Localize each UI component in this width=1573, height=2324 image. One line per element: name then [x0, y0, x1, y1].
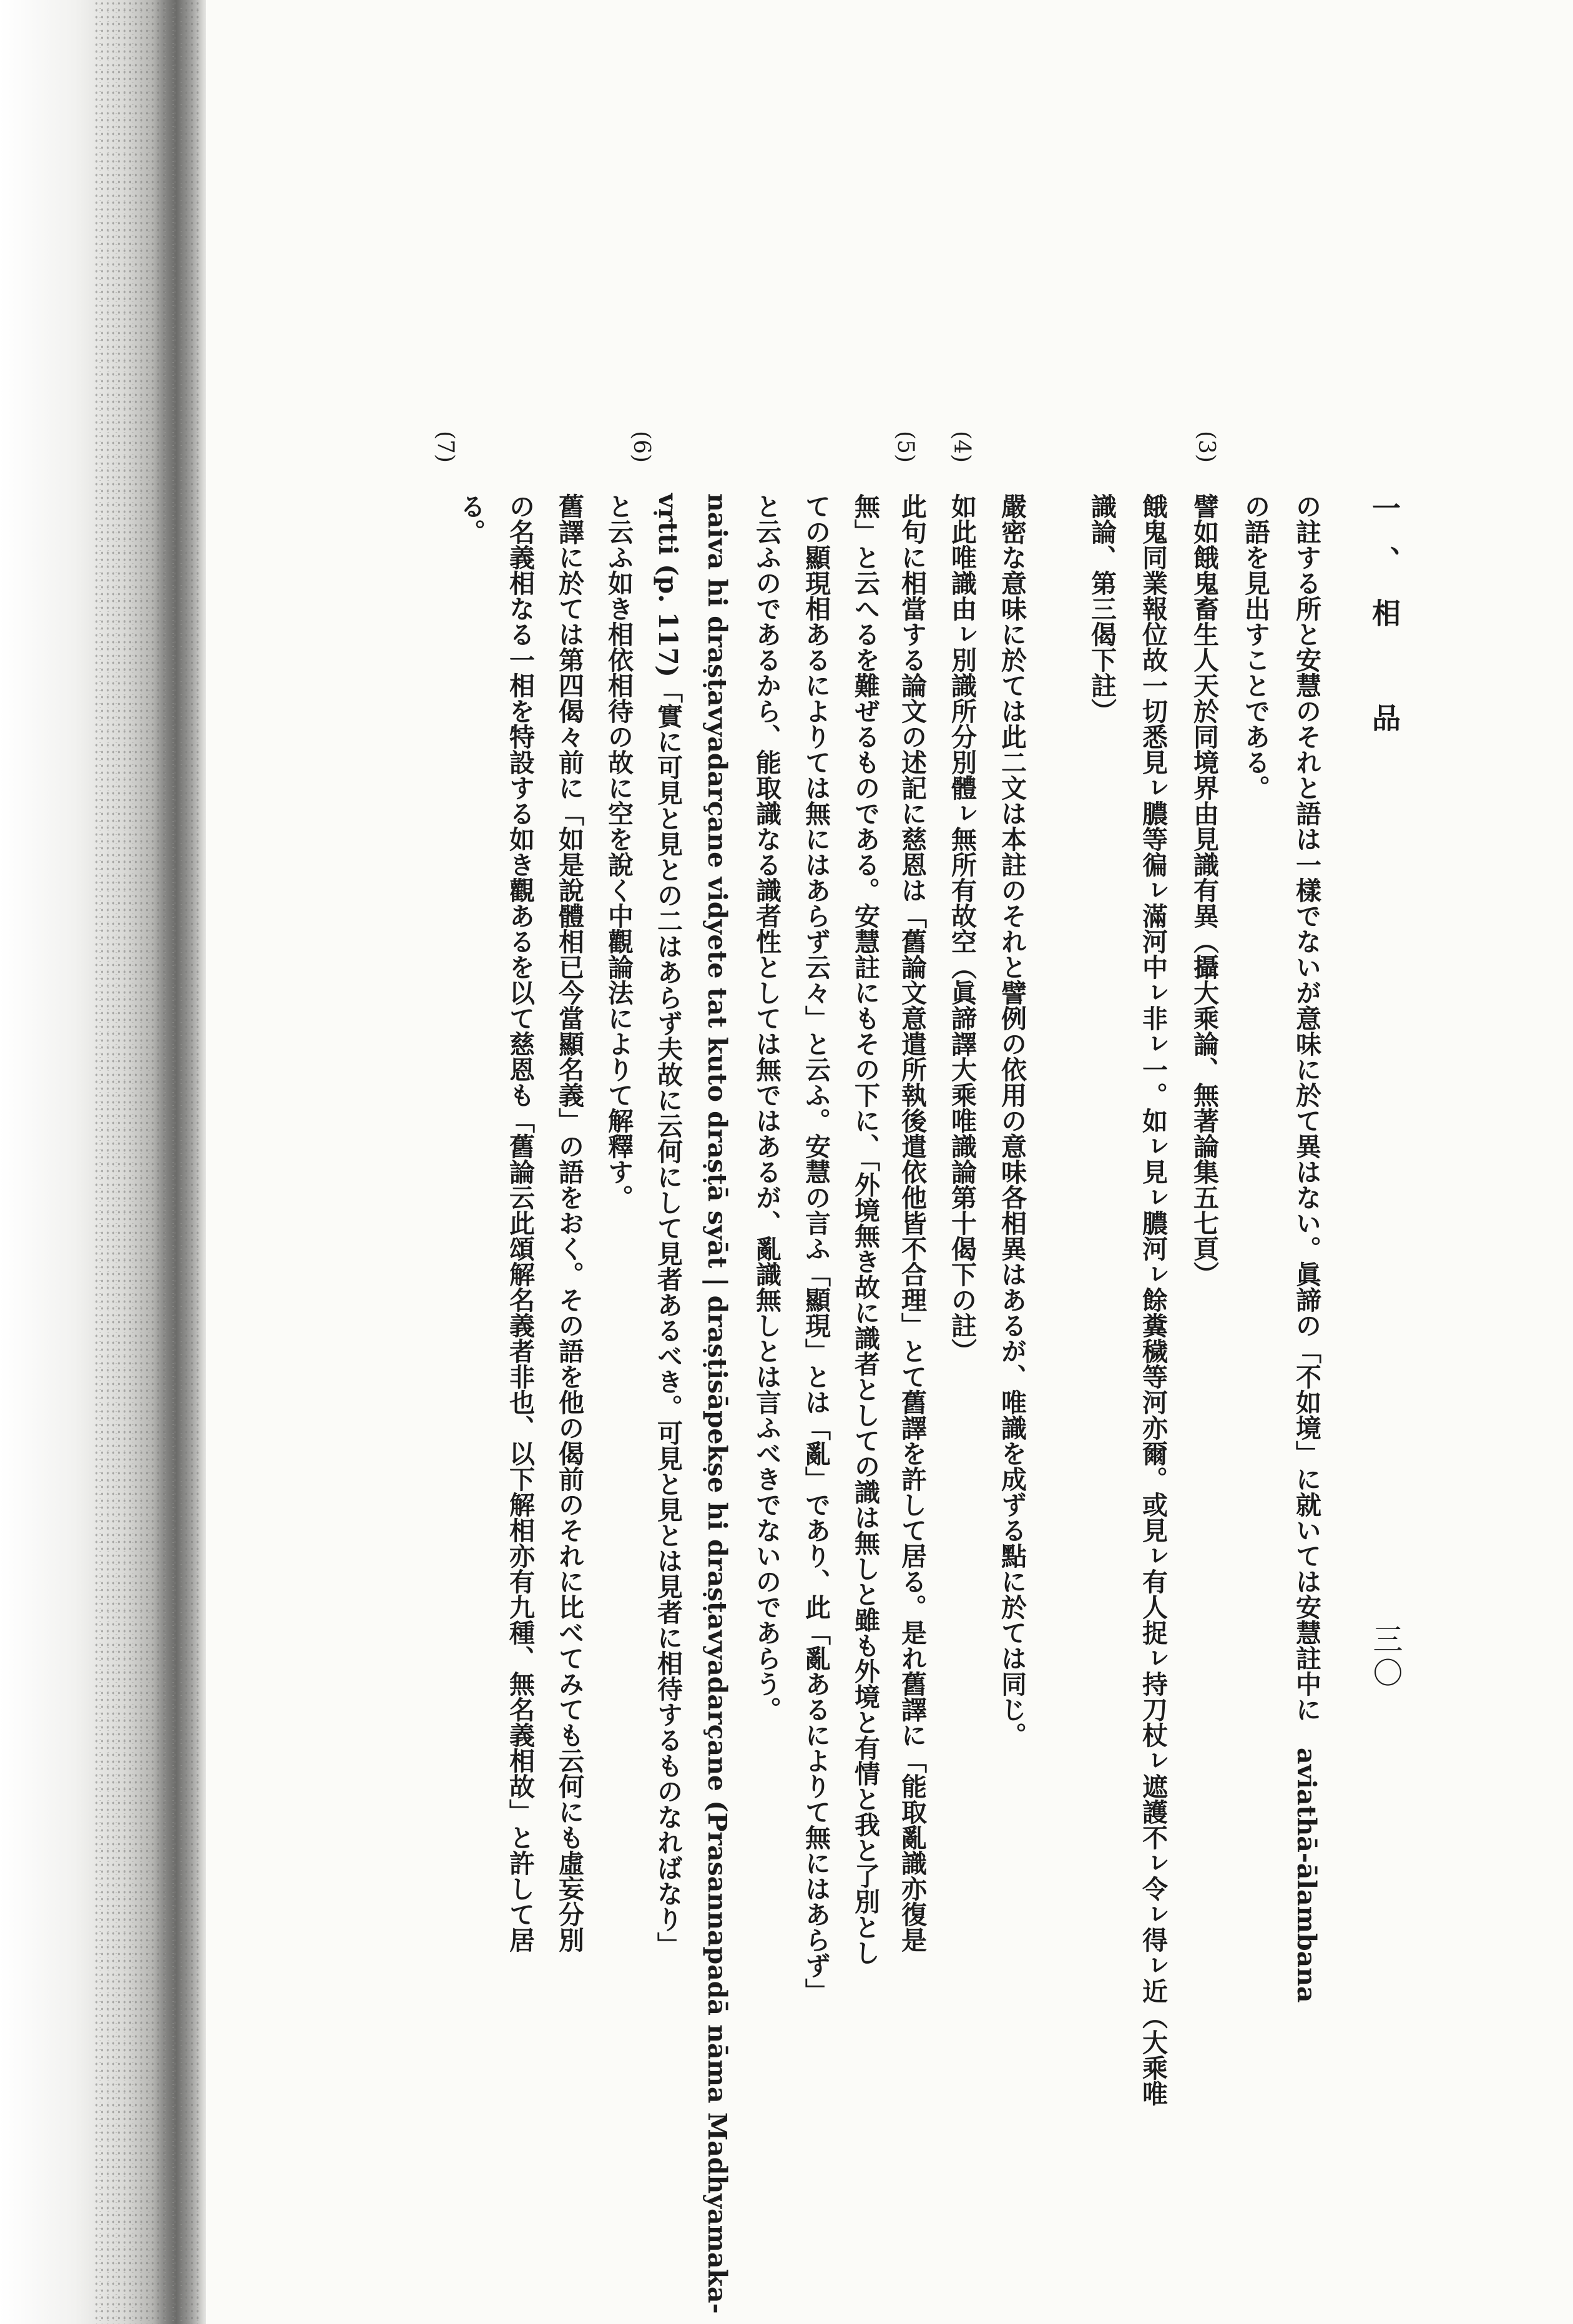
text-line: 嚴密な意味に於ては此二文は本註のそれと譬例の依用の意味各相異はあるが、唯識を成ずる點に於ては同じ。 — [997, 493, 1027, 1748]
note-marker-4: (4) — [949, 431, 974, 463]
note-marker-3: (3) — [1193, 431, 1219, 463]
text-line: 無」と云へるを難ぜるものである。安慧註にもその下に、「外境無き故に識者としての識は無しと雖も外境と有情と我と了別とし — [850, 493, 880, 1966]
text-line: の註する所と安慧のそれと語は一樣でないが意味に於て異はない。眞諦の「不如境」に就いては安慧註中に aviathā-ālambana — [1291, 493, 1321, 2003]
text-line: 此句に相當する論文の述記に慈恩は「舊論文意遣所執後遣依他皆不合理」とて舊譯を許して居る。是れ舊譯に「能取亂識亦復是 — [897, 493, 927, 1952]
text-line: 譬如餓鬼畜生人天於同境界由見識有異（攝大乘論、無著論集五七頁） — [1189, 493, 1219, 1287]
page-number: 三〇 — [1368, 1623, 1403, 1691]
text-line: の語を見出すことである。 — [1240, 493, 1270, 800]
text-line: の名義相なる一相を特設する如き觀あるを以て慈恩も「舊論云此頌解名義者非也、以下解相亦有九種、無名義相故」と許して居 — [505, 493, 535, 1952]
text-line: ての顯現相あるによりては無にはあらず云々」と云ふ。安慧の言ふ「顯現」とは「亂」であり、此「亂あるによりて無にはあらず」 — [801, 493, 831, 2004]
text-line: 餓鬼同業報位故一切悉見ㇾ膿等徧ㇾ滿河中ㇾ非ㇾ一。如ㇾ見ㇾ膿河ㇾ餘糞穢等河亦爾。或見ㇾ有人捉ㇾ持刀杖ㇾ遮護不ㇾ令ㇾ得ㇾ近（大乘唯 — [1138, 493, 1168, 2106]
text-line: 如此唯識由ㇾ別識所分別體ㇾ無所有故空（眞諦譯大乘唯識論第十偈下の註） — [947, 493, 977, 1364]
text-line: vṛtti (p. 117)「實に可見と見との二はあらず夫故に云何にして見者あるべき。可見と見とは見者に相待するものなればなり」 — [653, 493, 683, 1957]
text-line: る。 — [456, 493, 486, 544]
text-line: と云ふ如き相依相待の故に空を說く中觀論法によりて解釋す。 — [604, 493, 634, 1210]
note-marker-7: (7) — [433, 431, 458, 463]
text-line: 識論、第三偈下註） — [1087, 493, 1117, 724]
text-line: 舊譯に於ては第四偈々前に「如是說體相已今當顯名義」の語をおく。その語を他の偈前のそれに比べてみても云何にも虛妄分別 — [554, 493, 584, 1952]
note-marker-6: (6) — [629, 431, 654, 463]
running-title: 一、相 品 — [1368, 493, 1401, 756]
note-marker-5: (5) — [893, 431, 918, 463]
scan-noise — [94, 0, 200, 2324]
text-line: naiva hi draṣṭavyadarçane vidyete tat kuto draṣṭā syāt | draṣṭisāpekṣe hi draṣṭavyadarçane (Prasannapadā nāma Madhyamaka- — [702, 493, 732, 2314]
text-line: と云ふのであるから、能取識なる識者性としては無ではあるが、亂識無しとは言ふべきでないのであらう。 — [752, 493, 782, 1722]
